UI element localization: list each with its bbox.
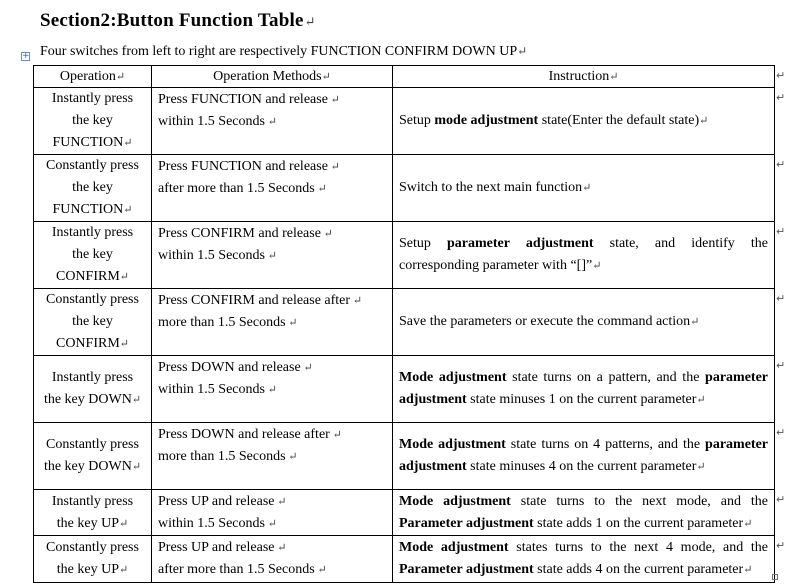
instruction-cell (393, 536, 775, 583)
row-end-mark-icon: ↵ (776, 68, 786, 82)
operation-line: Constantly press (46, 292, 139, 307)
operation-cell (34, 289, 152, 356)
paragraph-mark-icon: ↵ (517, 44, 528, 58)
paragraph-mark-icon: ↵ (119, 271, 129, 283)
table-intro (40, 44, 527, 60)
table-intro-text: Four switches from left to right are respectively FUNCTION CONFIRM DOWN UP (40, 44, 518, 59)
header-operation: Operation↵ (34, 66, 152, 88)
operation-cell (34, 536, 152, 583)
paragraph-mark-icon: ↵ (123, 137, 133, 149)
instruction-keyword: Mode adjustment (399, 540, 509, 555)
instruction-keyword: parameter adjustment (447, 236, 594, 251)
instruction-text: Save the parameters or execute the command action (399, 314, 691, 329)
method-line: Press CONFIRM and release after ↵ (158, 293, 363, 308)
table-row (34, 88, 775, 155)
paragraph-mark-icon: ↵ (264, 116, 277, 128)
instruction-cell (393, 356, 775, 423)
header-operation-methods: Operation Methods↵ (152, 66, 393, 88)
paragraph-mark-icon: ↵ (274, 496, 287, 508)
instruction-text: state minuses 1 on the current parameter (466, 392, 697, 407)
method-cell (152, 536, 393, 583)
method-line: within 1.5 Seconds ↵ (158, 516, 277, 531)
instruction-keyword: Mode adjustment (399, 437, 506, 452)
paragraph-mark-icon: ↵ (592, 260, 602, 272)
paragraph-mark-icon: ↵ (119, 338, 129, 350)
paragraph-mark-icon: ↵ (350, 295, 363, 307)
operation-line: the key DOWN↵ (43, 392, 142, 407)
instruction-cell (393, 155, 775, 222)
operation-cell (34, 356, 152, 423)
paragraph-mark-icon: ↵ (285, 451, 298, 463)
paragraph-mark-icon: ↵ (131, 394, 142, 406)
table-row (34, 536, 775, 583)
operation-line: Instantly press (51, 91, 134, 106)
table-row (34, 222, 775, 289)
paragraph-mark-icon: ↵ (285, 317, 298, 329)
operation-cell (34, 423, 152, 490)
method-line: within 1.5 Seconds ↵ (158, 114, 277, 129)
method-cell (152, 490, 393, 536)
operation-line: the key (72, 180, 113, 195)
method-cell (152, 222, 393, 289)
paragraph-mark-icon: ↵ (264, 518, 277, 530)
operation-cell (34, 88, 152, 155)
paragraph-mark-icon: ↵ (329, 429, 342, 441)
paragraph-mark-icon: ↵ (696, 461, 706, 473)
instruction-text: states turns to the next 4 mode, and the (508, 540, 769, 555)
paragraph-mark-icon: ↵ (743, 564, 753, 576)
instruction-text: state, and identify the corresponding parameter with “[]” (399, 236, 768, 273)
instruction-keyword: parameter adjustment (399, 370, 768, 407)
instruction-cell (393, 88, 775, 155)
operation-line: CONFIRM↵ (55, 269, 129, 284)
row-end-mark-icon: ↵ (776, 425, 786, 439)
instruction-text: Setup (399, 236, 448, 251)
instruction-keyword: Parameter adjustment (399, 562, 534, 577)
table-row (34, 356, 775, 423)
paragraph-mark-icon: ↵ (690, 316, 700, 328)
operation-line: the key (72, 314, 113, 329)
instruction-keyword: Mode adjustment (399, 370, 507, 385)
table-row (34, 423, 775, 490)
method-line: within 1.5 Seconds ↵ (158, 248, 277, 263)
operation-line: the key (72, 247, 113, 262)
operation-line: FUNCTION↵ (52, 135, 133, 150)
instruction-text: state minuses 4 on the current parameter (466, 459, 697, 474)
paragraph-mark-icon: ↵ (582, 182, 592, 194)
operation-line: Constantly press (46, 540, 139, 555)
method-cell (152, 356, 393, 423)
operation-line: Instantly press (51, 370, 134, 385)
paragraph-mark-icon: ↵ (304, 14, 316, 29)
operation-cell (34, 155, 152, 222)
method-cell (152, 155, 393, 222)
method-line: more than 1.5 Seconds ↵ (158, 315, 298, 330)
operation-line: Constantly press (46, 437, 139, 452)
instruction-cell (393, 423, 775, 490)
table-row (34, 490, 775, 536)
operation-line: Constantly press (46, 158, 139, 173)
button-function-table (33, 65, 775, 583)
table-header-row (34, 66, 775, 88)
instruction-keyword: parameter adjustment (399, 437, 768, 474)
paragraph-mark-icon: ↵ (314, 183, 327, 195)
method-line: after more than 1.5 Seconds ↵ (158, 181, 327, 196)
paragraph-mark-icon: ↵ (320, 228, 333, 240)
paragraph-mark-icon: ↵ (743, 517, 753, 530)
paragraph-mark-icon: ↵ (300, 362, 313, 374)
paragraph-mark-icon: ↵ (119, 564, 129, 576)
row-end-mark-icon: ↵ (776, 90, 786, 104)
table-row (34, 289, 775, 356)
row-end-mark-icon: ↵ (776, 492, 786, 506)
row-end-mark-icon: ↵ (776, 538, 786, 552)
header-instruction: Instruction↵ (393, 66, 775, 88)
method-line: more than 1.5 Seconds ↵ (158, 449, 298, 464)
method-line: after more than 1.5 Seconds ↵ (158, 562, 327, 577)
paragraph-mark-icon: ↵ (119, 517, 129, 530)
instruction-text: state turns on 4 patterns, and the (505, 437, 706, 452)
paragraph-mark-icon: ↵ (131, 461, 142, 473)
operation-line: CONFIRM↵ (55, 336, 129, 351)
operation-cell (34, 490, 152, 536)
section-title-text: Section2:Button Function Table (40, 10, 304, 31)
operation-cell (34, 222, 152, 289)
paragraph-mark-icon: ↵ (696, 394, 706, 406)
section-title (40, 10, 316, 32)
paragraph-mark-icon: ↵ (327, 94, 340, 106)
instruction-text: state turns to the next mode, and the (510, 493, 768, 509)
paragraph-mark-icon: ↵ (699, 115, 709, 127)
method-line: Press DOWN and release ↵ (158, 360, 313, 375)
operation-line: the key (72, 113, 113, 128)
paragraph-mark-icon: ↵ (274, 542, 287, 554)
method-line: Press UP and release ↵ (158, 540, 287, 555)
operation-line: FUNCTION↵ (52, 202, 133, 217)
instruction-text: Switch to the next main function (399, 180, 583, 195)
paragraph-mark-icon: ↵ (123, 204, 133, 216)
operation-line: the key UP↵ (56, 515, 129, 531)
instruction-cell (393, 289, 775, 356)
method-line: Press FUNCTION and release ↵ (158, 159, 340, 174)
table-move-handle-icon[interactable]: + (22, 51, 30, 61)
paragraph-mark-icon: ↵ (327, 161, 340, 173)
method-line: Press FUNCTION and release ↵ (158, 92, 340, 107)
instruction-cell (393, 490, 775, 536)
table-resize-handle-icon[interactable] (772, 574, 778, 580)
method-cell (152, 88, 393, 155)
method-line: Press CONFIRM and release ↵ (158, 226, 333, 241)
instruction-text: state turns on a pattern, and the (506, 370, 706, 385)
operation-line: the key UP↵ (56, 562, 129, 577)
operation-line: Instantly press (51, 493, 134, 509)
method-cell (152, 423, 393, 490)
row-end-mark-icon: ↵ (776, 291, 786, 305)
instruction-text: state(Enter the default state) (538, 113, 700, 128)
paragraph-mark-icon: ↵ (314, 564, 327, 576)
instruction-cell (393, 222, 775, 289)
row-end-mark-icon: ↵ (776, 157, 786, 171)
instruction-keyword: Mode adjustment (399, 493, 511, 509)
operation-line: the key DOWN↵ (43, 459, 142, 474)
method-cell (152, 289, 393, 356)
row-end-mark-icon: ↵ (776, 358, 786, 372)
operation-line: Instantly press (51, 225, 134, 240)
instruction-keyword: mode adjustment (434, 113, 539, 128)
method-line: within 1.5 Seconds ↵ (158, 382, 277, 397)
method-line: Press DOWN and release after ↵ (158, 427, 342, 442)
method-line: Press UP and release ↵ (158, 494, 287, 509)
instruction-text: state adds 4 on the current parameter (533, 562, 744, 577)
table-row (34, 155, 775, 222)
instruction-text: Setup (399, 113, 435, 128)
row-end-mark-icon: ↵ (776, 224, 786, 238)
paragraph-mark-icon: ↵ (264, 250, 277, 262)
paragraph-mark-icon: ↵ (264, 384, 277, 396)
instruction-text: state adds 1 on the current parameter (533, 515, 744, 531)
instruction-keyword: Parameter adjustment (399, 515, 534, 531)
